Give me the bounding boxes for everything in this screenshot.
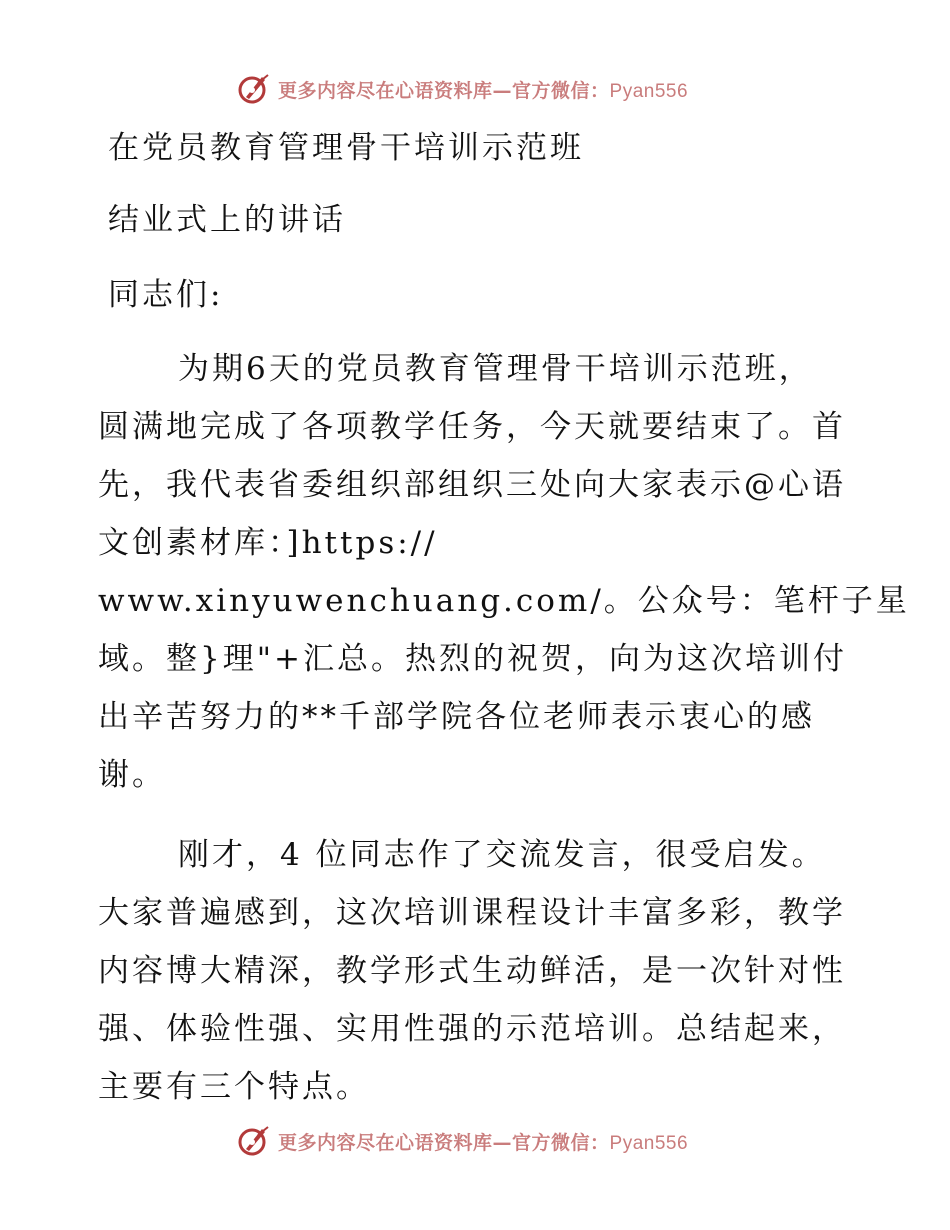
paragraph-line: 强、体验性强、实用性强的示范培训。总结起来， [98,1011,846,1047]
watermark-brand: 更多内容尽在心语资料库 [278,1131,493,1154]
watermark-wechat-label: 官方微信： [512,79,610,102]
paragraph-line: 内容博大精深，教学形式生动鲜活，是一次针对性 [98,953,846,989]
watermark-wechat-id: Pyan556 [609,1132,689,1154]
greeting: 同志们: [108,277,224,313]
watermark-brand: 更多内容尽在心语资料库 [278,79,493,102]
paragraph-line: 文创素材库：]https:// [98,525,438,561]
paragraph-line: 谢。 [98,757,166,793]
watermark-text [278,1128,688,1155]
paragraph-2 [98,826,858,1116]
title-line-1: 在党员教育管理骨干培训示范班 [108,130,584,166]
paragraph-1 [98,340,910,804]
watermark-separator: — [492,79,513,102]
quill-pen-circle-icon [236,1123,272,1159]
paragraph-line: 域。整}理"+汇总。热烈的祝贺，向为这次培训付 [98,641,847,677]
paragraph-line: 为期6天的党员教育管理骨干培训示范班， [178,351,813,387]
watermark-wechat-id: Pyan556 [609,80,689,102]
paragraph-line: 圆满地完成了各项教学任务，今天就要结束了。首 [98,409,846,445]
footer-watermark [236,1122,688,1160]
paragraph-line: 大家普遍感到，这次培训课程设计丰富多彩，教学 [98,895,846,931]
title-line-2: 结业式上的讲话 [108,202,346,238]
paragraph-line: 主要有三个特点。 [98,1069,370,1105]
watermark-wechat-label: 官方微信： [512,1131,610,1154]
paragraph-line: 先，我代表省委组织部组织三处向大家表示@心语 [98,467,846,503]
paragraph-line: 出辛苦努力的**千部学院各位老师表示衷心的感 [98,699,815,735]
watermark-separator: — [492,1131,513,1154]
paragraph-line: www.xinyuwenchuang.com/。公众号：笔杆子星 [98,583,910,619]
paragraph-line: 刚才，4 位同志作了交流发言，很受启发。 [178,837,826,873]
